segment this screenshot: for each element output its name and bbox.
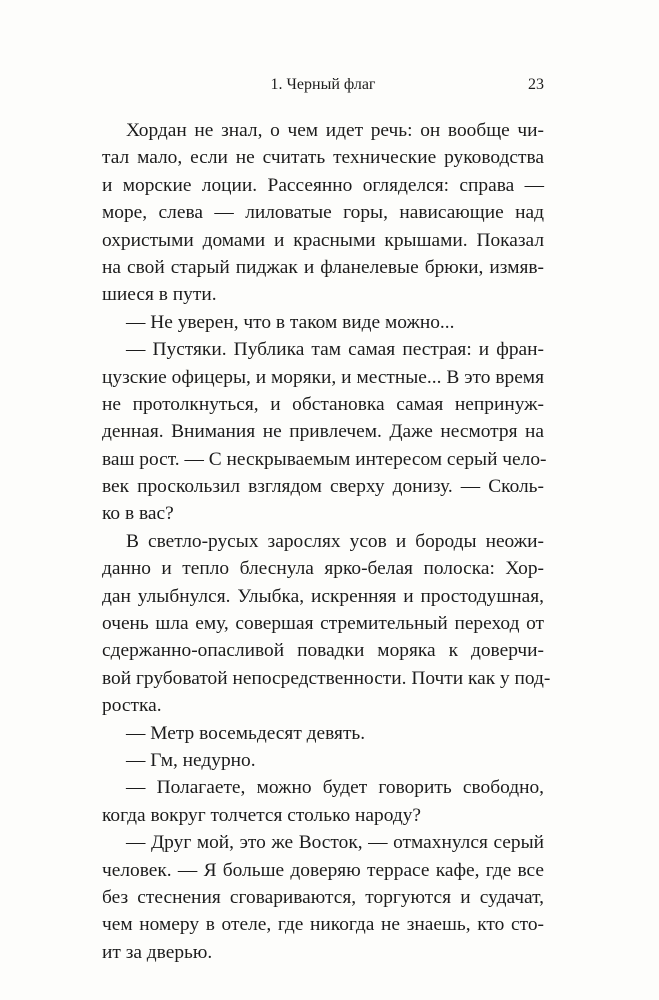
text-line: — Полагаете, можно будет говорить свободно, (126, 777, 544, 799)
text-line: море, слева — лиловатые горы, нависающие над (102, 202, 544, 224)
text-line: когда вокруг толчется столько народу? (102, 804, 422, 826)
text-line: ко в вас? (102, 503, 174, 525)
text-line: — Пустяки. Публика там самая пестрая: и фран- (126, 339, 544, 361)
text-line: без стеснения сговариваются, торгуются и судачат, (102, 886, 544, 908)
text-line: — Не уверен, что в таком виде можно... (126, 311, 455, 333)
text-line: — Метр восемьдесят девять. (126, 722, 366, 744)
text-line: ваш рост. — С нескрываемым интересом серый чело- (102, 448, 547, 470)
text-line: век проскользил взглядом сверху донизу. — Сколь- (102, 476, 544, 498)
body-text (102, 117, 551, 966)
text-line: — Гм, недурно. (126, 749, 256, 771)
text-line: не протолкнуться, и обстановка самая непринуж- (102, 393, 544, 415)
text-line: цузские офицеры, и моряки, и местные... В это время (102, 366, 544, 388)
text-line: Хордан не знал, о чем идет речь: он вообще чи- (126, 120, 544, 141)
text-line: В светло-русых зарослях усов и бороды неожи- (126, 530, 544, 552)
text-line: и морские лоции. Рассеянно огляделся: справа — (102, 174, 544, 196)
text-line: охристыми домами и красными крышами. Показал (102, 229, 544, 251)
text-line: человек. — Я больше доверяю террасе кафе, где все (102, 859, 544, 881)
text-line: тал мало, если не считать технические руководства (102, 147, 544, 169)
text-line: ит за дверью. (102, 941, 213, 963)
text-line: дан улыбнулся. Улыбка, искренняя и простодушная, (102, 585, 544, 607)
text-line: сдержанно-опасливой повадки моряка к доверчи- (102, 640, 544, 662)
text-line: на свой старый пиджак и фланелевые брюки, измяв- (102, 256, 544, 278)
text-line: — Друг мой, это же Восток, — отмахнулся серый (126, 832, 544, 854)
chapter-title: 1. Черный флаг (270, 76, 376, 93)
running-header (102, 76, 544, 98)
page-number: 23 (528, 76, 544, 93)
text-line: ростка. (102, 695, 162, 717)
text-line: вой грубоватой непосредственности. Почти как у под- (102, 667, 551, 689)
text-line: чем номеру в отеле, где никогда не знаешь, кто сто- (102, 914, 544, 936)
text-line: шиеся в пути. (102, 284, 217, 306)
text-line: денная. Внимания не привлечем. Даже несмотря на (102, 421, 544, 443)
text-line: данно и тепло блеснула ярко-белая полоска: Хор- (102, 558, 544, 580)
text-line: очень шла ему, совершая стремительный переход от (102, 613, 544, 635)
